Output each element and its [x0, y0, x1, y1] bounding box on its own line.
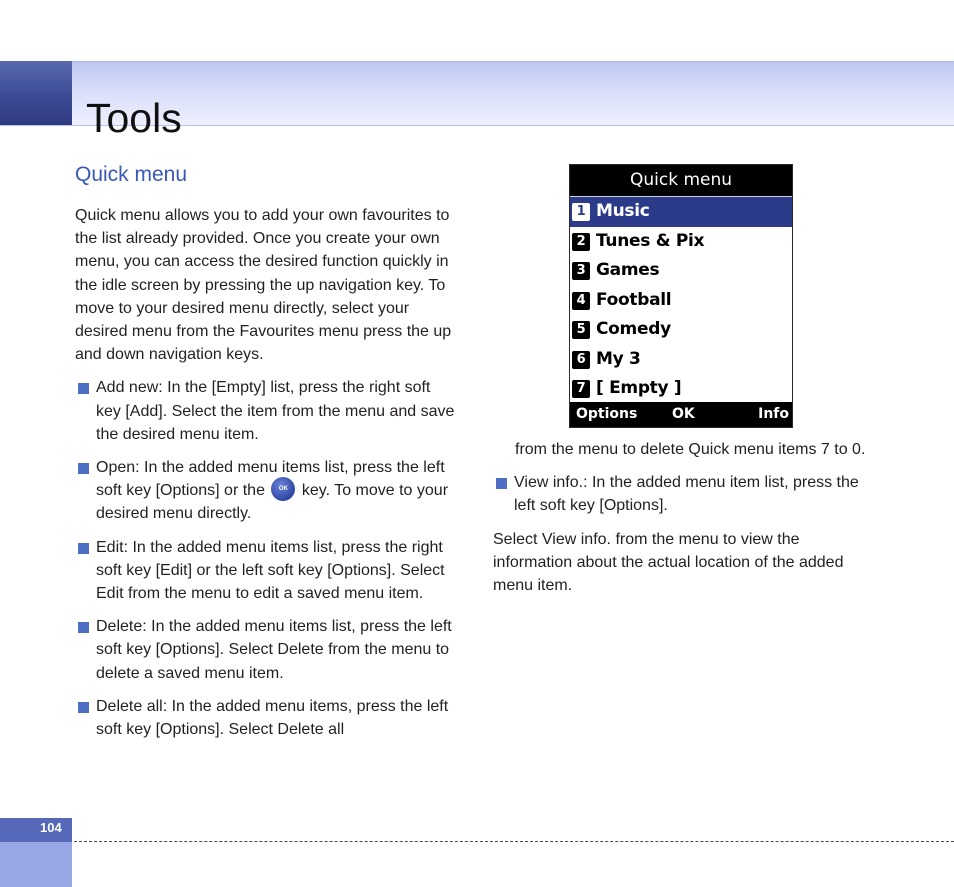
bullet-square-icon [78, 702, 89, 713]
quick-menu-item[interactable] [570, 315, 792, 345]
bullet-square-icon [78, 463, 89, 474]
item-label: My 3 [596, 348, 641, 369]
bullet-square-icon [78, 383, 89, 394]
bullet-continuation: from the menu to delete Quick menu items 7 to 0. [515, 441, 866, 458]
item-label: Music [596, 201, 650, 221]
item-label: Tunes & Pix [596, 230, 705, 251]
bullet-text: Add new: In the [Empty] list, press the right soft key [Add]. Select the item from the menu and save the desired menu item. [96, 379, 455, 443]
item-number-icon: 1 [572, 203, 590, 221]
bullet-text: key. To move to your desired menu directly. [96, 482, 449, 523]
footer-block [0, 842, 72, 887]
bullet-text: Edit: In the added menu items list, press the right soft key [Edit] or the left soft key [Options]. Select Edit from the menu to edit a saved menu item. [96, 538, 445, 603]
bullet-text: Open: In the added menu items list, press the left soft key [Options] or the [96, 459, 445, 500]
quick-menu-item[interactable] [570, 227, 792, 257]
phone-screen [569, 164, 793, 428]
bullet-delete-all [75, 695, 455, 741]
phone-screen-title: Quick menu [570, 165, 792, 197]
item-label: Comedy [596, 319, 671, 339]
bullet-delete [75, 615, 455, 685]
item-label: Games [596, 260, 660, 280]
intro-paragraph: Quick menu allows you to add your own favourites to the list already provided. Once you create your own menu, you can access the desired function quickly in the idle screen by pressing the up navigation key. To move to your desired menu directly, select your desired menu from the Favourites menu press the up and down navigation keys. [75, 207, 452, 364]
softkey-ok-button[interactable]: OK [672, 406, 695, 422]
quick-menu-item[interactable] [570, 286, 792, 316]
quick-menu-item[interactable] [570, 374, 792, 404]
item-label: Football [596, 289, 672, 310]
ok-key-icon: OK [271, 477, 295, 501]
left-column [75, 160, 455, 751]
item-number-icon: 4 [572, 292, 590, 310]
quick-menu-item[interactable] [570, 256, 792, 286]
softkey-info-button[interactable]: Info [758, 406, 789, 422]
page-number: 104 [40, 820, 62, 835]
bullet-add-new [75, 376, 455, 446]
closing-paragraph: Select View info. from the menu to view the information about the actual location of the added menu item. [493, 530, 844, 595]
item-number-icon: 3 [572, 262, 590, 280]
quick-menu-item[interactable] [570, 345, 792, 375]
bullet-text: Delete: In the added menu items list, press the left soft key [Options]. Select Delete from the menu to delete a saved menu item. [96, 618, 452, 682]
bullet-text: View info.: In the added menu item list, press the left soft key [Options]. [514, 474, 859, 515]
quick-menu-item[interactable] [570, 197, 792, 227]
bullet-edit [75, 536, 455, 606]
bullet-view-info [493, 471, 873, 517]
softkey-bar [570, 402, 792, 427]
bullet-square-icon [496, 478, 507, 489]
footer-dashed-rule [74, 841, 954, 842]
page-title: Tools [86, 95, 182, 142]
header-tab-block [0, 61, 72, 125]
bullet-text: Delete all: In the added menu items, press the left soft key [Options]. Select Delete all [96, 697, 449, 739]
item-number-icon: 7 [572, 380, 590, 398]
bullet-open [75, 456, 455, 526]
section-heading: Quick menu [75, 163, 188, 186]
bullet-square-icon [78, 543, 89, 554]
softkey-options-button[interactable]: Options [576, 406, 638, 422]
right-column [493, 438, 873, 607]
item-label: [ Empty ] [596, 378, 682, 398]
item-number-icon: 2 [572, 233, 590, 251]
bullet-square-icon [78, 622, 89, 633]
item-number-icon: 5 [572, 321, 590, 339]
item-number-icon: 6 [572, 351, 590, 369]
